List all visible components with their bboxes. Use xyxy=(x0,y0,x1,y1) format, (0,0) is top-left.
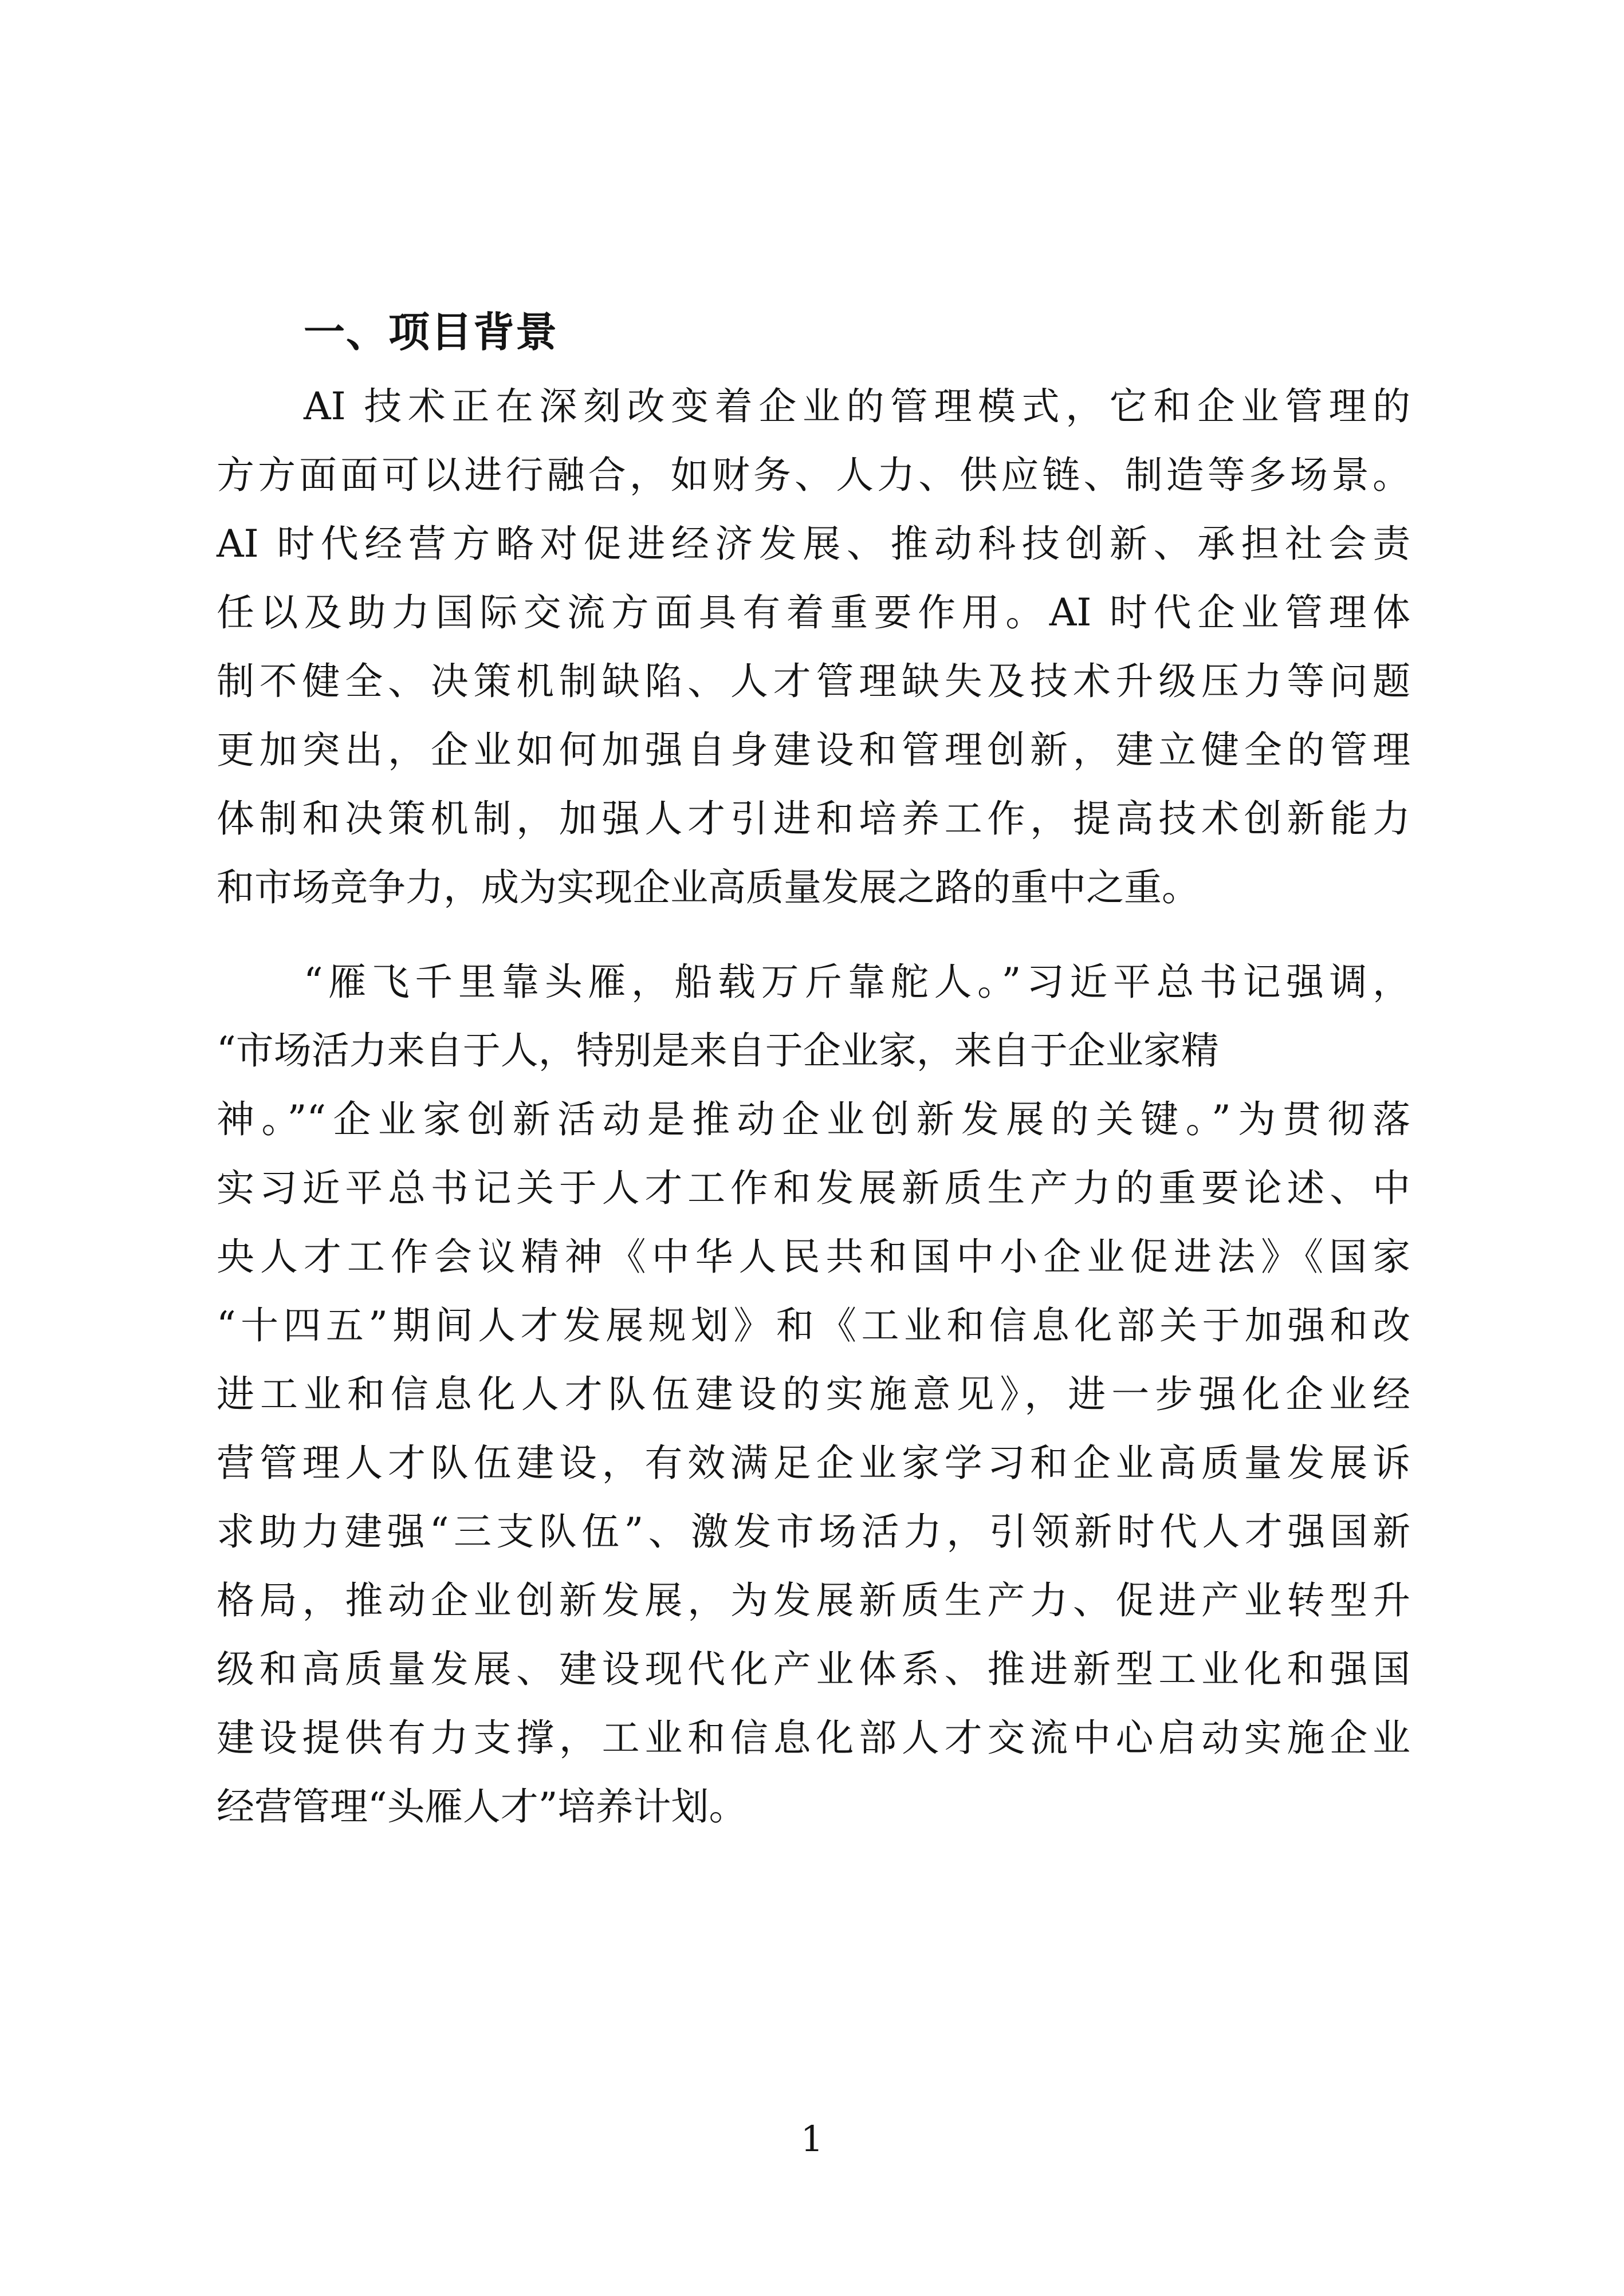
paragraph-1-line-2: 方方面面可以进行融合，如财务、人力、供应链、制造等多场景。 xyxy=(217,453,1410,497)
paragraph-2-line-4: 实习近平总书记关于人才工作和发展新质生产力的重要论述、中 xyxy=(217,1166,1410,1210)
paragraph-2-line-9: 求助力建强“三支队伍”、激发市场活力，引领新时代人才强国新 xyxy=(217,1510,1410,1554)
paragraph-2-line-8: 营管理人才队伍建设，有效满足企业家学习和企业高质量发展诉 xyxy=(217,1441,1410,1485)
paragraph-1-line-4: 任以及助力国际交流方面具有着重要作用。AI 时代企业管理体 xyxy=(217,590,1410,635)
paragraph-2-line-12: 建设提供有力支撑，工业和信息化部人才交流中心启动实施企业 xyxy=(217,1716,1410,1760)
paragraph-2-line-6: “十四五”期间人才发展规划》和《工业和信息化部关于加强和改 xyxy=(217,1303,1410,1348)
paragraph-2-line-5: 央人才工作会议精神《中华人民共和国中小企业促进法》《国家 xyxy=(217,1235,1410,1279)
paragraph-1-line-1: AI 技术正在深刻改变着企业的管理模式，它和企业管理的 xyxy=(304,384,1410,428)
paragraph-2-line-11: 级和高质量发展、建设现代化产业体系、推进新型工业化和强国 xyxy=(217,1647,1410,1691)
paragraph-1-line-8: 和市场竞争力，成为实现企业高质量发展之路的重中之重。 xyxy=(217,865,1200,909)
paragraph-1-line-5: 制不健全、决策机制缺陷、人才管理缺失及技术升级压力等问题 xyxy=(217,659,1410,703)
section-heading: 一、项目背景 xyxy=(304,308,559,356)
paragraph-2-line-13: 经营管理“头雁人才”培养计划。 xyxy=(217,1785,747,1829)
paragraph-1-line-6: 更加突出，企业如何加强自身建设和管理创新，建立健全的管理 xyxy=(217,728,1410,772)
paragraph-2-line-1: “雁飞千里靠头雁，船载万斤靠舵人。”习近平总书记强调， xyxy=(304,960,1410,1004)
paragraph-2-line-10: 格局，推动企业创新发展，为发展新质生产力、促进产业转型升 xyxy=(217,1578,1410,1622)
paragraph-2-line-3: 神。”“企业家创新活动是推动企业创新发展的关键。”为贯彻落 xyxy=(217,1097,1410,1141)
paragraph-2-line-7: 进工业和信息化人才队伍建设的实施意见》，进一步强化企业经 xyxy=(217,1372,1410,1416)
paragraph-2-line-2: “市场活力来自于人，特别是来自于企业家，来自于企业家精 xyxy=(217,1029,1219,1073)
paragraph-1-line-3: AI 时代经营方略对促进经济发展、推动科技创新、承担社会责 xyxy=(217,522,1410,566)
paragraph-1-line-7: 体制和决策机制，加强人才引进和培养工作，提高技术创新能力 xyxy=(217,797,1410,841)
page-number: 1 xyxy=(800,2118,824,2160)
